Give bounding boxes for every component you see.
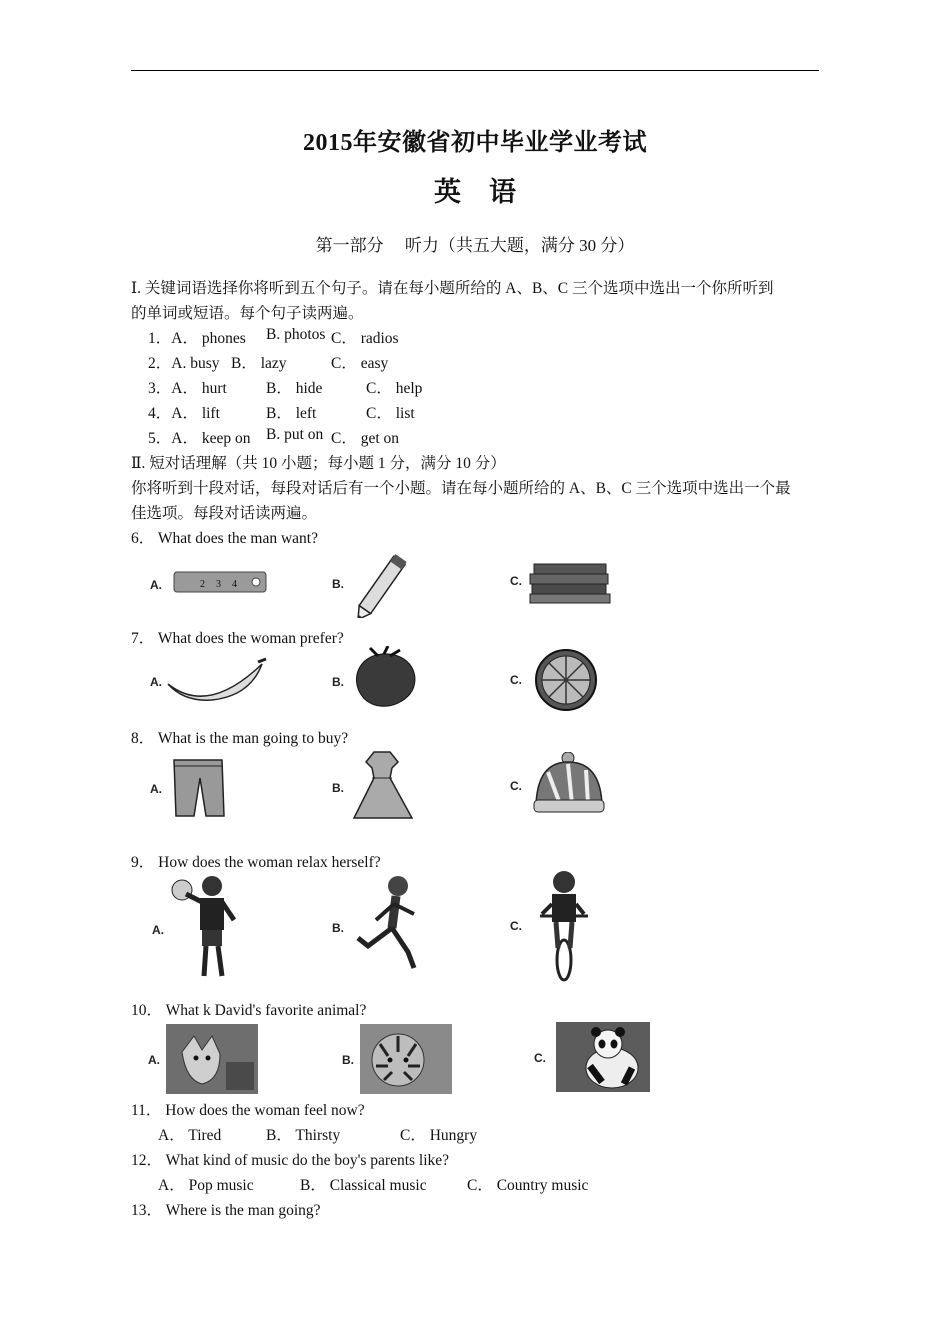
q9-option-c-cycling-girl — [508, 868, 608, 984]
subject-char-2: 语 — [489, 177, 516, 207]
q7-option-b-strawberry — [328, 646, 423, 714]
q9-option-a-volleyball-girl — [148, 872, 248, 984]
q7-option-c-orange — [508, 646, 603, 714]
option-c-label: C. — [510, 919, 522, 933]
q11-option-c: C． Hungry — [400, 1127, 478, 1144]
section2-instruction-2: 佳选项。每段对话读两遍。 — [131, 505, 318, 522]
option-b-label: B. — [332, 921, 344, 935]
item3-a: 3．A． hurt — [148, 380, 227, 397]
option-a-label: A. — [148, 1053, 160, 1067]
subject-title — [0, 170, 950, 209]
q6-option-c-books — [508, 560, 618, 606]
q10-option-b-tiger-photo — [340, 1022, 456, 1096]
q8-option-b-dress — [328, 748, 420, 824]
option-a-label: A. — [150, 782, 162, 796]
q11-option-b: B． Thirsty — [266, 1127, 341, 1144]
question-13: 13． Where is the man going? — [131, 1202, 321, 1219]
option-c-label: C. — [534, 1051, 546, 1065]
top-rule — [131, 70, 819, 71]
item1-c: C． radios — [331, 330, 399, 347]
option-b-label: B. — [342, 1053, 354, 1067]
q12-option-b: B． Classical music — [300, 1177, 427, 1194]
item1-b: B. photos — [266, 326, 326, 343]
option-b-label: B. — [332, 577, 344, 591]
question-12: 12． What kind of music do the boy's parents like? — [131, 1152, 450, 1169]
subject-char-1: 英 — [434, 177, 461, 207]
question-7: 7． What does the woman prefer? — [131, 630, 344, 647]
option-b-label: B. — [332, 675, 344, 689]
part-heading: 第一部分 听力（共五大题，满分 30 分） — [315, 236, 635, 255]
item2-a: 2．A. busy — [148, 355, 220, 372]
question-9: 9． How does the woman relax herself? — [131, 854, 381, 871]
item3-c: C． help — [366, 380, 423, 397]
ruler-tick-2: 2 — [200, 579, 205, 590]
question-6: 6． What does the man want? — [131, 530, 318, 547]
exam-title: 2015年安徽省初中毕业学业考试 — [303, 130, 647, 156]
option-a-label: A. — [150, 675, 162, 689]
item4-b: B． left — [266, 405, 317, 422]
item4-c: C． list — [366, 405, 415, 422]
section1-instruction-2: 的单词或短语。每个句子读两遍。 — [131, 305, 364, 322]
q10-option-a-dog-photo — [146, 1022, 262, 1096]
q8-option-a-jeans — [148, 756, 238, 820]
q6-option-b-pencil — [328, 546, 418, 618]
section2-instruction-1: 你将听到十段对话，每段对话后有一个小题。请在每小题所给的 A、B、C 三个选项中选出一个最 — [131, 480, 791, 497]
option-a-label: A. — [150, 578, 162, 592]
option-c-label: C. — [510, 673, 522, 687]
item5-a: 5．A． keep on — [148, 430, 251, 447]
item3-b: B． hide — [266, 380, 323, 397]
option-c-label: C. — [510, 574, 522, 588]
q12-option-c: C． Country music — [467, 1177, 589, 1194]
item4-a: 4．A． lift — [148, 405, 220, 422]
ruler-tick-3: 3 — [216, 579, 221, 590]
option-c-label: C. — [510, 779, 522, 793]
option-b-label: B. — [332, 781, 344, 795]
item2-c: C． easy — [331, 355, 389, 372]
question-8: 8． What is the man going to buy? — [131, 730, 349, 747]
question-11: 11． How does the woman feel now? — [131, 1102, 365, 1119]
section1-instruction-1: Ⅰ. 关键词语选择你将听到五个句子。请在每小题所给的 A、B、C 三个选项中选出一个你所听到 — [131, 280, 774, 297]
q10-option-c-panda-photo — [532, 1020, 652, 1094]
q6-option-a-ruler — [148, 560, 273, 606]
q9-option-b-running-girl — [328, 872, 438, 980]
option-a-label: A. — [152, 923, 164, 937]
item2-b: B． lazy — [231, 355, 287, 372]
section2-heading: Ⅱ. 短对话理解（共 10 小题；每小题 1 分，满分 10 分） — [131, 455, 506, 472]
item5-c: C． get on — [331, 430, 400, 447]
q11-option-a: A． Tired — [158, 1127, 222, 1144]
q7-option-a-banana — [148, 656, 273, 706]
q12-option-a: A． Pop music — [158, 1177, 254, 1194]
item5-b: B. put on — [266, 426, 324, 443]
item1-a: 1．A． phones — [148, 330, 246, 347]
ruler-tick-4: 4 — [232, 579, 237, 590]
q8-option-c-hat — [508, 752, 610, 822]
question-10: 10． What k David's favorite animal? — [131, 1002, 367, 1019]
